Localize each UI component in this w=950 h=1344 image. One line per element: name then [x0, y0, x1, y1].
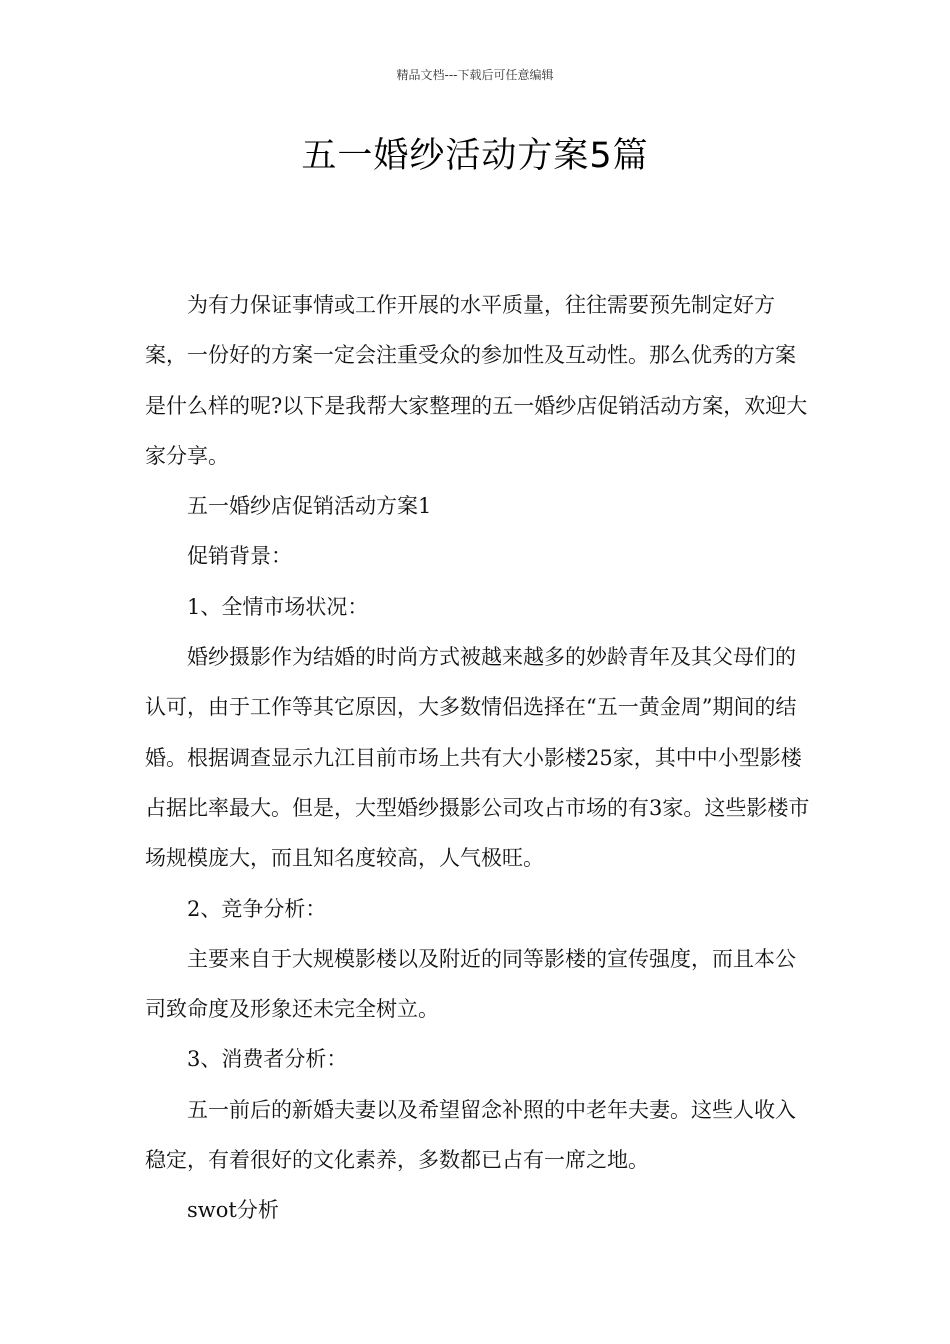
section-heading-plan-1: 五一婚纱店促销活动方案1 — [187, 494, 432, 519]
subheading-promo-background: 促销背景： — [187, 544, 292, 569]
consumer-paragraph: 五一前后的新婚夫妻以及希望留念补照的中老年夫妻。这些人收入稳定，有着很好的文化素养，多数都已占有一席之地。 — [145, 1097, 796, 1173]
running-header: 精品文档---下载后可任意编辑 — [396, 68, 554, 82]
subheading-competition-analysis: 2、竞争分析： — [187, 896, 327, 921]
intro-paragraph: 为有力保证事情或工作开展的水平质量，往往需要预先制定好方案，一份好的方案一定会注重受众的参加性及互动性。那么优秀的方案是什么样的呢?以下是我帮大家整理的五一婚纱店促销活动方案，欢迎大家分享。 — [145, 293, 808, 468]
subheading-swot: swot分析 — [187, 1198, 279, 1223]
subheading-market-status: 1、全情市场状况： — [187, 594, 369, 619]
document-title: 五一婚纱活动方案5篇 — [301, 136, 649, 176]
competition-paragraph: 主要来自于大规模影楼以及附近的同等影楼的宣传强度，而且本公司致命度及形象还未完全树立。 — [145, 946, 796, 1022]
subheading-consumer-analysis: 3、消费者分析： — [187, 1047, 348, 1072]
market-status-paragraph: 婚纱摄影作为结婚的时尚方式被越来越多的妙龄青年及其父母们的认可，由于工作等其它原因，大多数情侣选择在“五一黄金周”期间的结婚。根据调查显示九江目前市场上共有大小影楼25家，其中中小型影楼占据比率最大。但是，大型婚纱摄影公司攻占市场的有3家。这些影楼市场规模庞大，而且知名度较高，人气极旺。 — [145, 645, 810, 871]
document-body — [145, 280, 815, 1236]
